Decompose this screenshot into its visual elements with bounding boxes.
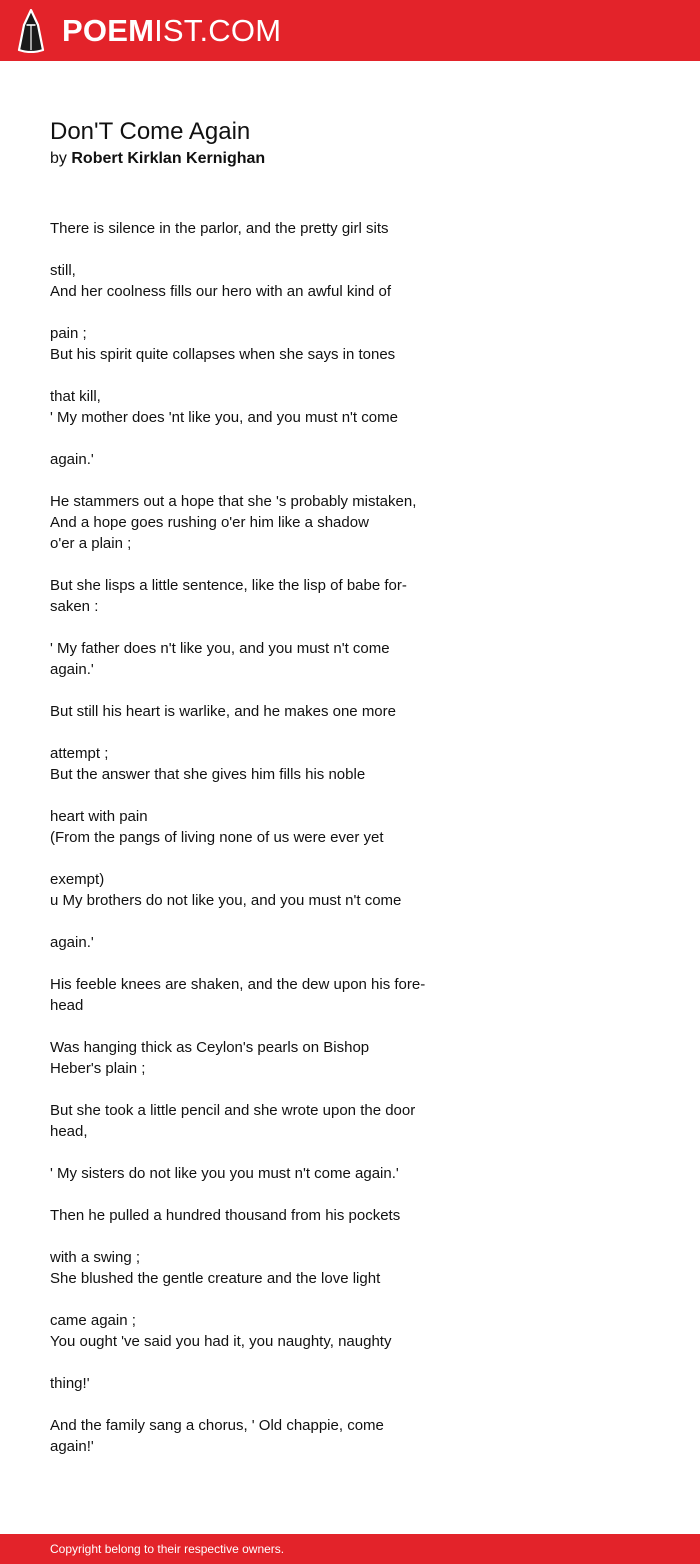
site-logo-link[interactable] <box>62 12 281 50</box>
poem-line: thing!' <box>50 1375 90 1392</box>
poem-line: But the answer that she gives him fills his noble <box>50 766 366 783</box>
poem-line: u My brothers do not like you, and you must n't come <box>50 892 402 909</box>
stanza-gap <box>50 680 470 701</box>
byline <box>50 148 265 170</box>
poem-title: Don'T Come Again <box>50 118 251 145</box>
by-label: by <box>50 150 67 167</box>
poem-line: Then he pulled a hundred thousand from his pockets <box>50 1207 401 1224</box>
poem-line: His feeble knees are shaken, and the dew upon his fore- <box>50 976 426 993</box>
poem-line: again.' <box>50 661 94 678</box>
stanza-gap <box>50 785 470 806</box>
poem-line: pain ; <box>50 325 87 342</box>
poem-line: But she took a little pencil and she wrote upon the door <box>50 1102 416 1119</box>
poem-line: And her coolness fills our hero with an awful kind of <box>50 283 392 300</box>
poem-line: saken : <box>50 598 99 615</box>
poem-line: But his spirit quite collapses when she says in tones <box>50 346 396 363</box>
copyright-text: Copyright belong to their respective owners. <box>50 1542 285 1556</box>
poem-line: There is silence in the parlor, and the pretty girl sits <box>50 220 389 237</box>
poem-line: o'er a plain ; <box>50 535 132 552</box>
poem-line: But she lisps a little sentence, like the lisp of babe for- <box>50 577 407 594</box>
poem-line: still, <box>50 262 76 279</box>
poem-line: again!' <box>50 1438 94 1455</box>
poem-line: Heber's plain ; <box>50 1060 146 1077</box>
poem-line: head <box>50 997 84 1014</box>
stanza-gap <box>50 1142 470 1163</box>
poem-line: head, <box>50 1123 88 1140</box>
site-footer <box>0 1534 700 1564</box>
poem-line: with a swing ; <box>50 1249 141 1266</box>
poem-line: again.' <box>50 934 94 951</box>
poem-line: (From the pangs of living none of us were ever yet <box>50 829 384 846</box>
site-header <box>0 0 700 61</box>
poem-line: You ought 've said you had it, you naughty, naughty <box>50 1333 392 1350</box>
poem-body <box>50 218 470 1457</box>
poem-line: ' My father does n't like you, and you must n't come <box>50 640 390 657</box>
stanza-gap <box>50 1016 470 1037</box>
poem-line: attempt ; <box>50 745 109 762</box>
stanza-gap <box>50 239 470 260</box>
pencil-tip-icon[interactable] <box>16 9 46 53</box>
stanza-gap <box>50 1226 470 1247</box>
poem-line: He stammers out a hope that she 's probably mistaken, <box>50 493 417 510</box>
poem-line: But still his heart is warlike, and he makes one more <box>50 703 396 720</box>
stanza-gap <box>50 554 470 575</box>
poem-line: heart with pain <box>50 808 148 825</box>
poem-line: She blushed the gentle creature and the love light <box>50 1270 381 1287</box>
poem-line: again.' <box>50 451 94 468</box>
brand-light-text: IST.COM <box>154 13 282 48</box>
stanza-gap <box>50 1184 470 1205</box>
stanza-gap <box>50 1079 470 1100</box>
stanza-gap <box>50 911 470 932</box>
stanza-gap <box>50 848 470 869</box>
poem-line: ' My sisters do not like you you must n't come again.' <box>50 1165 399 1182</box>
poem-line: that kill, <box>50 388 101 405</box>
stanza-gap <box>50 302 470 323</box>
poem-line: exempt) <box>50 871 105 888</box>
stanza-gap <box>50 1394 470 1415</box>
poem-line: And the family sang a chorus, ' Old chappie, come <box>50 1417 384 1434</box>
stanza-gap <box>50 1289 470 1310</box>
poem-line: Was hanging thick as Ceylon's pearls on Bishop <box>50 1039 370 1056</box>
stanza-gap <box>50 365 470 386</box>
stanza-gap <box>50 953 470 974</box>
stanza-gap <box>50 617 470 638</box>
stanza-gap <box>50 722 470 743</box>
poem-line: And a hope goes rushing o'er him like a shadow <box>50 514 369 531</box>
author-name[interactable]: Robert Kirklan Kernighan <box>71 150 266 167</box>
stanza-gap <box>50 428 470 449</box>
poem-line: came again ; <box>50 1312 136 1329</box>
stanza-gap <box>50 470 470 491</box>
poem-line: ' My mother does 'nt like you, and you must n't come <box>50 409 398 426</box>
stanza-gap <box>50 1352 470 1373</box>
brand-bold-text: POEM <box>62 13 155 48</box>
